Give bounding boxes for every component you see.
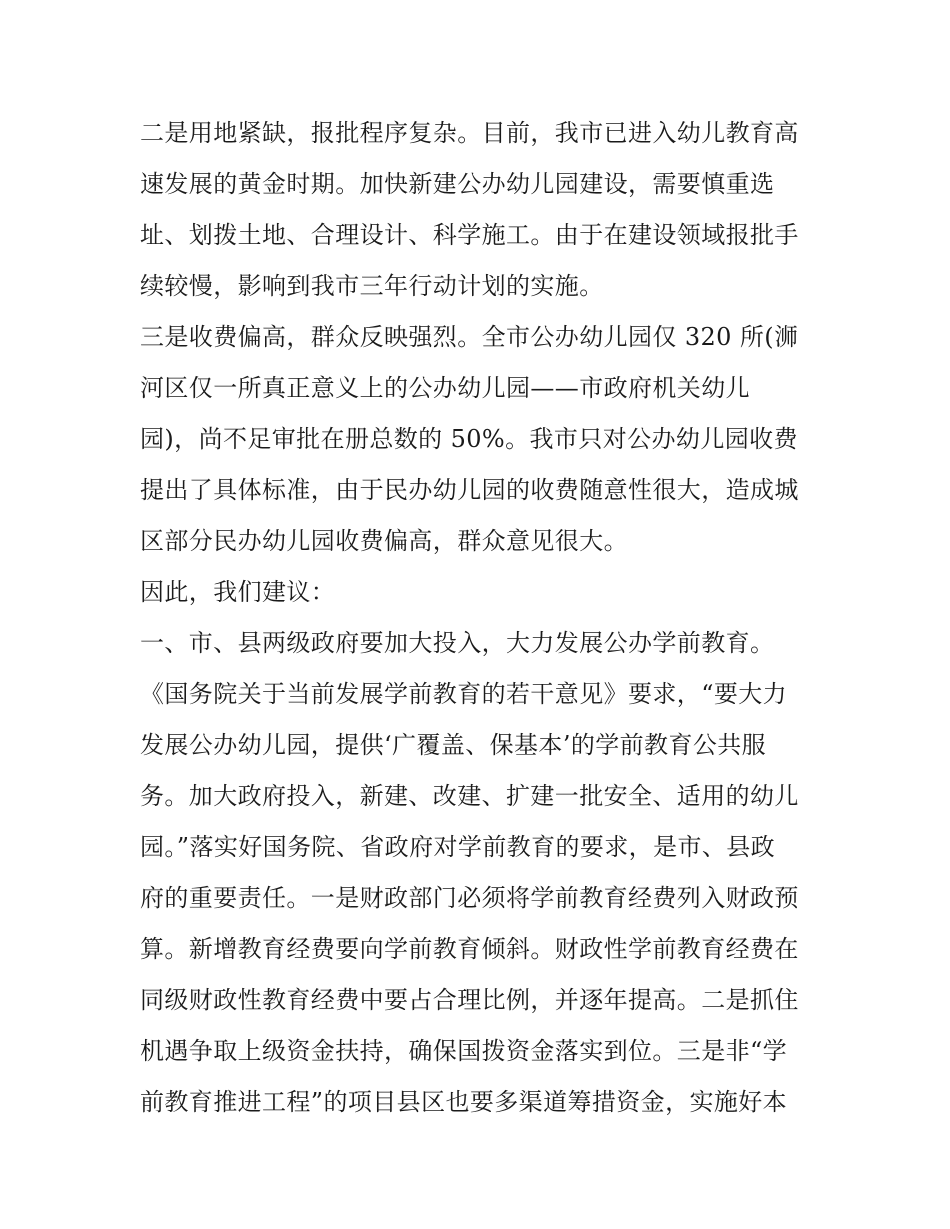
text-line: 河区仅一所真正意义上的公办幼儿园——市政府机关幼儿 xyxy=(140,374,750,402)
text-line: 三是收费偏高，群众反映强烈。全市公办幼儿园仅 320 所(浉 xyxy=(140,323,799,351)
text-line: 区部分民办幼儿园收费偏高，群众意见很大。 xyxy=(140,527,628,555)
text-line: 算。新增教育经费要向学前教育倾斜。财政性学前教育经费在 xyxy=(140,935,799,963)
text-line: 址、划拨土地、合理设计、科学施工。由于在建设领域报批手 xyxy=(140,221,799,249)
text-line: 务。加大政府投入，新建、改建、扩建一批安全、适用的幼儿 xyxy=(140,782,799,810)
text-line: 因此，我们建议： xyxy=(140,578,336,606)
text-line: 提出了具体标准，由于民办幼儿园的收费随意性很大，造成城 xyxy=(140,476,799,504)
text-line: 前教育推进工程”的项目县区也要多渠道筹措资金，实施好本 xyxy=(140,1088,788,1116)
text-line: 一、市、县两级政府要加大投入，大力发展公办学前教育。 xyxy=(140,629,775,657)
text-line: 机遇争取上级资金扶持，确保国拨资金落实到位。三是非“学 xyxy=(140,1037,788,1065)
text-line: 园)，尚不足审批在册总数的 50%。我市只对公办幼儿园收费 xyxy=(140,425,798,453)
document-body xyxy=(140,108,820,1128)
text-line: 府的重要责任。一是财政部门必须将学前教育经费列入财政预 xyxy=(140,884,799,912)
text-line: 《国务院关于当前发展学前教育的若干意见》要求，“要大力 xyxy=(140,680,788,708)
text-line: 同级财政性教育经费中要占合理比例，并逐年提高。二是抓住 xyxy=(140,986,799,1014)
text-line: 发展公办幼儿园，提供‘广覆盖、保基本’的学前教育公共服 xyxy=(140,731,767,759)
text-line: 二是用地紧缺，报批程序复杂。目前，我市已进入幼儿教育高 xyxy=(140,119,799,147)
text-line: 续较慢，影响到我市三年行动计划的实施。 xyxy=(140,272,604,300)
text-line: 园。”落实好国务院、省政府对学前教育的要求，是市、县政 xyxy=(140,833,776,861)
text-line: 速发展的黄金时期。加快新建公办幼儿园建设，需要慎重选 xyxy=(140,170,775,198)
